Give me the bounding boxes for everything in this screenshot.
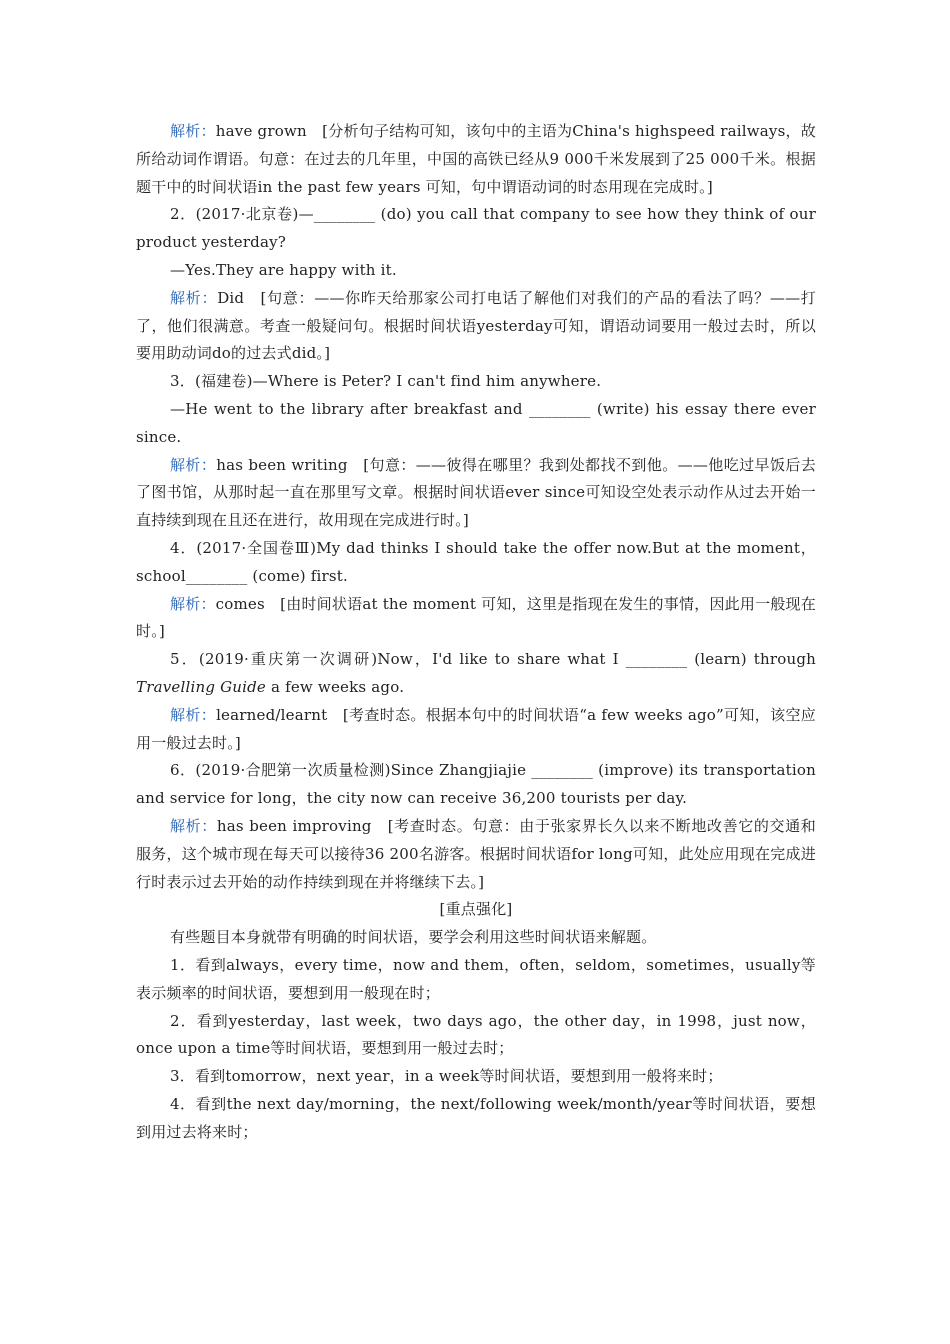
answer-q2: 解析：Did [句意：——你昨天给那家公司打电话了解他们对我们的产品的看法了吗？——打了，他们很满意。考查一般疑问句。根据时间状语yesterday可知，谓语动词要用一般过去时，所以要用助动词do的过去式did。] [136, 288, 817, 363]
question-q3-reply: —He went to the library after breakfast and ________ (write) his essay there ever since. [136, 399, 816, 446]
list-item: 2．看到yesterday，last week，two days ago，the other day，in 1998，just now，once upon a time等时间状语，要想到用一般过去时； [136, 1011, 816, 1058]
book-title: Travelling Guide [136, 677, 267, 696]
answer-q5: 解析：learned/learnt [考查时态。根据本句中的时间状语“a few weeks ago”可知，该空应用一般过去时。] [136, 705, 817, 752]
answer-q4: 解析：comes [由时间状语at the moment 可知，这里是指现在发生的事情，因此用一般现在时。] [136, 594, 816, 641]
answer-label: 解析： [170, 705, 217, 724]
answer-label: 解析： [170, 455, 217, 474]
question-q2: 2．(2017·北京卷)—________ (do) you call that company to see how they think of our product yesterday? [136, 205, 816, 252]
section-heading: [重点强化] [439, 900, 513, 919]
answer-label: 解析： [170, 122, 216, 140]
list-item: 3．看到tomorrow，next year，in a week等时间状语，要想到用一般将来时； [170, 1067, 723, 1086]
question-q4: 4．(2017·全国卷Ⅲ)My dad thinks I should take the offer now.But at the moment，school________ (come) first. [136, 538, 816, 585]
list-item: 4．看到the next day/morning，the next/following week/month/year等时间状语，要想到用过去将来时； [136, 1094, 816, 1141]
answer-label: 解析： [170, 288, 218, 307]
question-q3: 3．(福建卷)—Where is Peter? I can't find him anywhere. [170, 372, 602, 391]
question-q2-reply: —Yes.They are happy with it. [170, 260, 397, 279]
answer-q6: 解析：has been improving [考查时态。句意：由于张家界长久以来不断地改善它的交通和服务，这个城市现在每天可以接待36 200名游客。根据时间状语for long可知，此处应用现在完成进行时表示过去开始的动作持续到现在并将继续下去。] [136, 816, 816, 891]
answer-label: 解析： [170, 816, 217, 835]
question-q5: 5．(2019·重庆第一次调研)Now，I'd like to share what I ________ (learn) through Travelling Guide a few weeks ago. [136, 650, 816, 696]
answer-label: 解析： [170, 594, 216, 613]
section-intro: 有些题目本身就带有明确的时间状语，要学会利用这些时间状语来解题。 [170, 928, 657, 947]
answer-q3: 解析：has been writing [句意：——彼得在哪里？我到处都找不到他。——他吃过早饭后去了图书馆，从那时起一直在那里写文章。根据时间状语ever since可知设空处表示动作从过去开始一直持续到现在且还在进行，故用现在完成进行时。] [136, 455, 816, 530]
question-q6: 6．(2019·合肥第一次质量检测)Since Zhangjiajie ________ (improve) its transportation and service for long，the city now can receive 36,200 tourists per day. [136, 761, 816, 808]
list-item: 1．看到always，every time，now and them，often，seldom，sometimes，usually等表示频率的时间状语，要想到用一般现在时； [136, 955, 816, 1002]
document-page [136, 118, 816, 1146]
answer-q1: 解析：have grown [分析句子结构可知，该句中的主语为China's highspeed railways，故所给动词作谓语。句意：在过去的几年里，中国的高铁已经从9 000千米发展到了25 000千米。根据题干中的时间状语in the past few years 可知，句中谓语动词的时态用现在完成时。] [136, 122, 817, 196]
